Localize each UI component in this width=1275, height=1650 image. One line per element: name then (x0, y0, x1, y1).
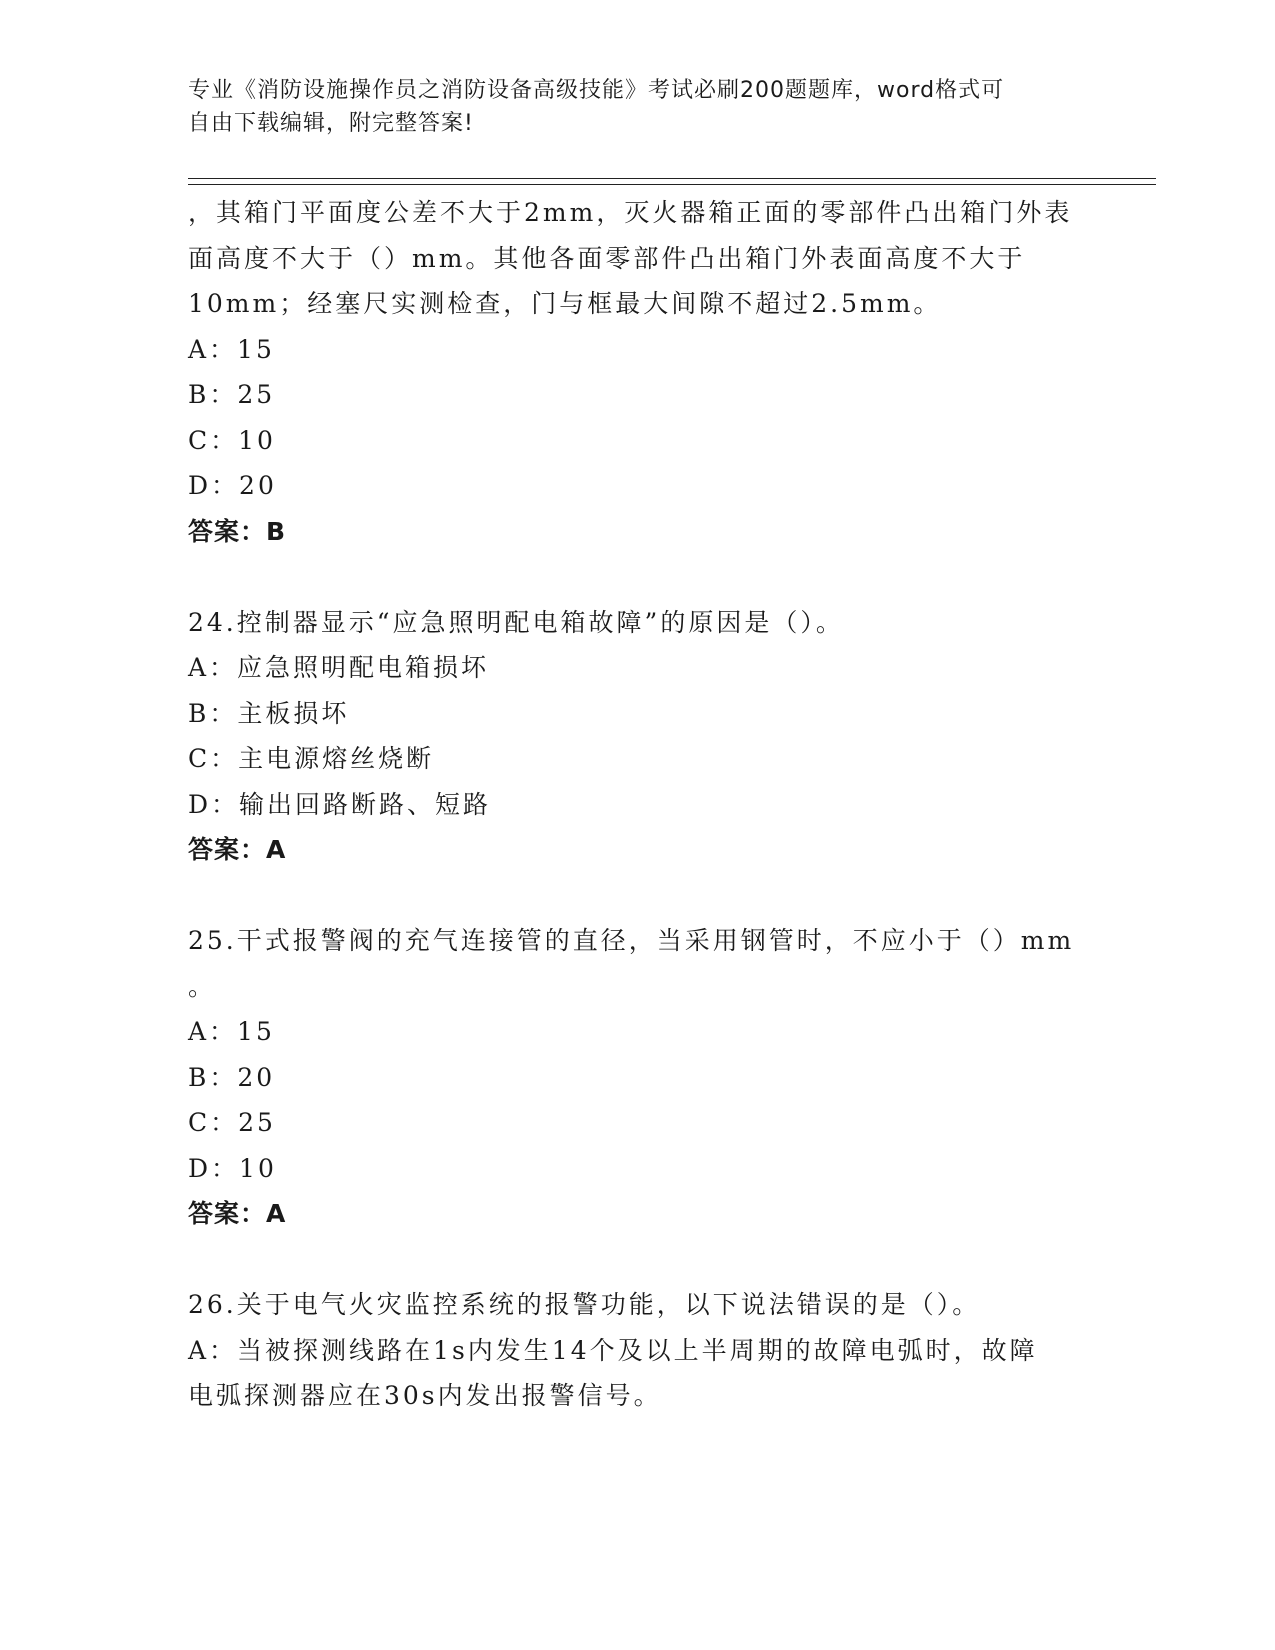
option-b: B：25 (188, 380, 276, 409)
question-25 (188, 918, 1088, 1237)
document-header (188, 74, 1068, 140)
option-d: D：输出回路断路、短路 (188, 789, 492, 819)
option-c: C：25 (188, 1108, 276, 1137)
question-text-line: 。 (188, 971, 217, 1001)
header-divider-bottom (188, 184, 1156, 185)
spacer (188, 873, 1088, 919)
question-text-line: 26.关于电气火灾监控系统的报警功能，以下说法错误的是（）。 (188, 1290, 981, 1319)
option-a: A：15 (188, 334, 275, 364)
option-c: C：主电源熔丝烧断 (188, 744, 435, 773)
option-b: B：主板损坏 (188, 698, 350, 728)
option-d: D：10 (188, 1153, 277, 1183)
question-24 (188, 600, 1088, 873)
option-a: A：15 (188, 1017, 275, 1046)
answer-line: 答案：A (188, 1199, 287, 1228)
question-23 (188, 190, 1088, 554)
option-a: A：应急照明配电箱损坏 (188, 653, 490, 682)
answer-line: 答案：B (188, 516, 287, 546)
spacer (188, 1237, 1088, 1283)
answer-line: 答案：A (188, 835, 287, 864)
header-line-1: 专业《消防设施操作员之消防设备高级技能》考试必刷200题题库，word格式可 (188, 78, 1005, 103)
option-c: C：10 (188, 425, 276, 455)
option-a: A：当被探测线路在1s内发生14个及以上半周期的故障电弧时，故障 (188, 1335, 1038, 1365)
question-text-line: 25.干式报警阀的充气连接管的直径，当采用钢管时，不应小于（）mm (188, 926, 1075, 955)
question-text-line: 24.控制器显示“应急照明配电箱故障”的原因是（）。 (188, 607, 844, 637)
question-26 (188, 1282, 1088, 1419)
question-content (188, 190, 1088, 1419)
header-line-2: 自由下载编辑，附完整答案! (188, 111, 474, 136)
question-text-line: ，其箱门平面度公差不大于2mm，灭火器箱正面的零部件凸出箱门外表 (188, 198, 1073, 227)
question-text-line: 面高度不大于（）mm。其他各面零部件凸出箱门外表面高度不大于 (188, 243, 1026, 273)
option-a-continued: 电弧探测器应在30s内发出报警信号。 (188, 1381, 662, 1410)
option-b: B：20 (188, 1062, 276, 1092)
spacer (188, 554, 1088, 600)
question-text-line: 10mm；经塞尺实测检查，门与框最大间隙不超过2.5mm。 (188, 289, 942, 318)
option-d: D：20 (188, 471, 277, 500)
header-divider-top (188, 178, 1156, 179)
